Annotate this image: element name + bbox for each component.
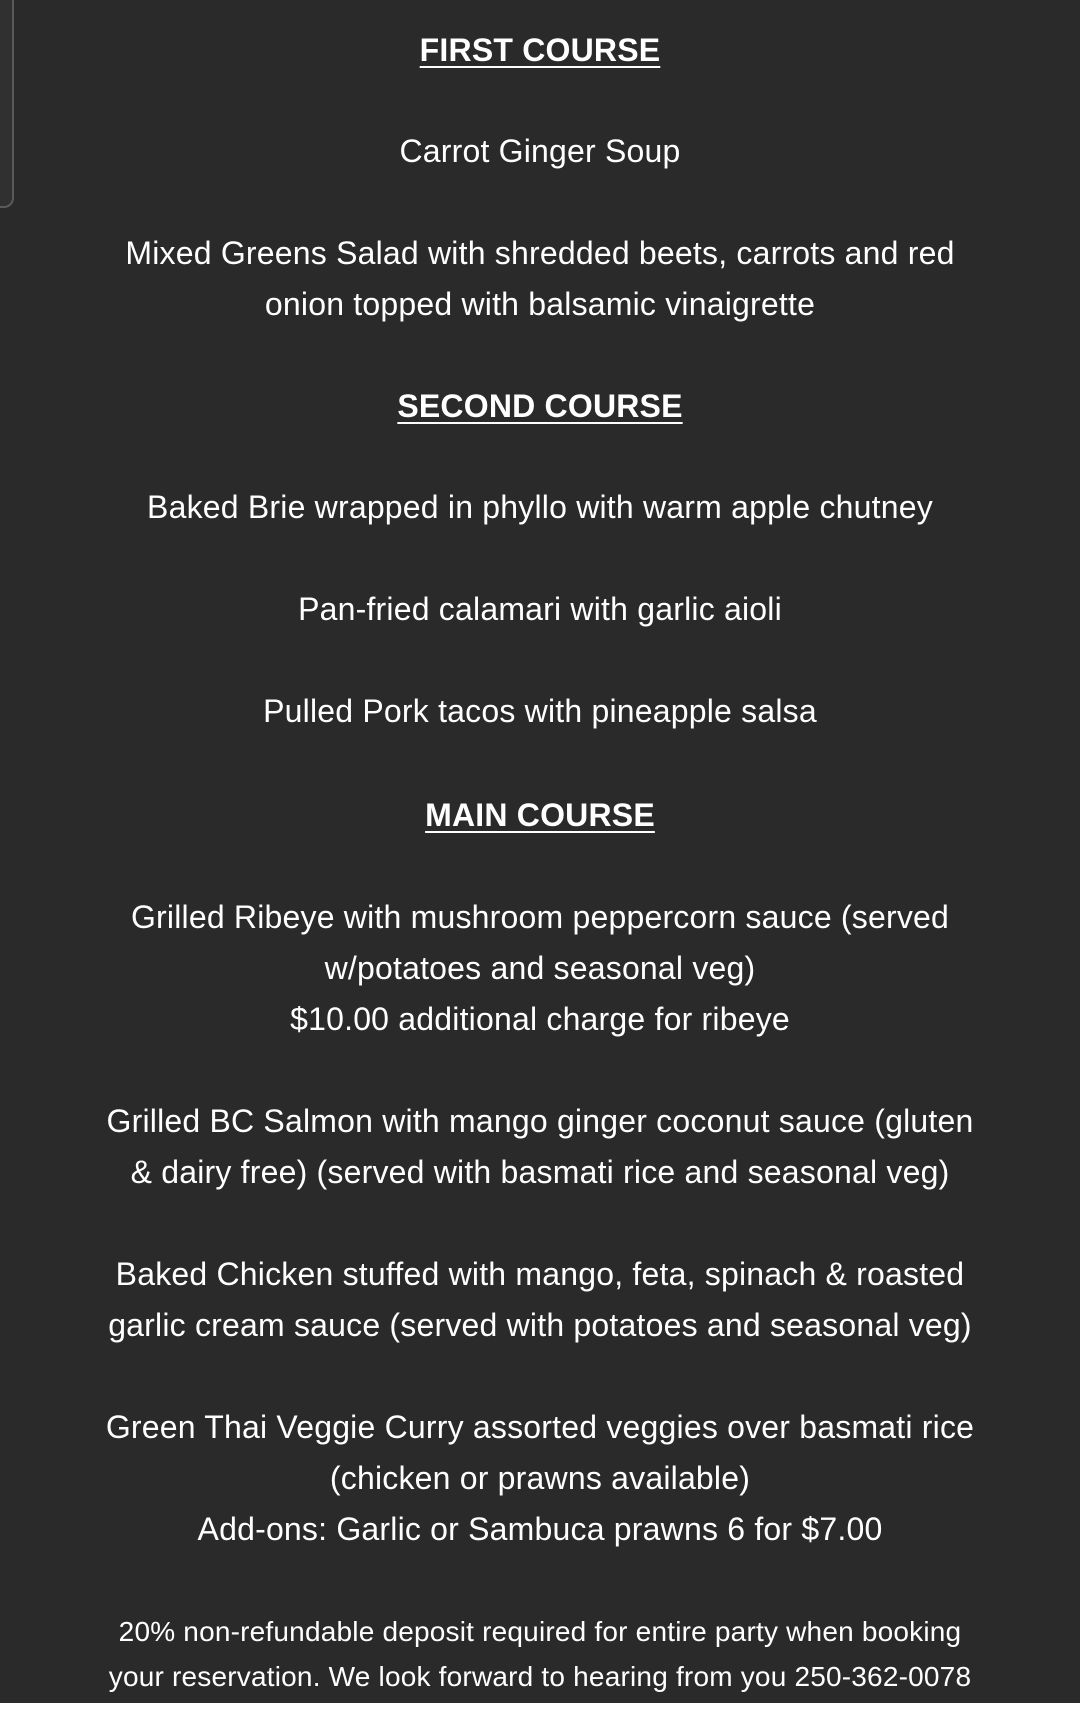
menu-item-curry-line-2: (chicken or prawns available) [329,1460,751,1496]
menu-item-ribeye-charge: $10.00 additional charge for ribeye [290,1001,790,1037]
menu-item-salmon-line-1: Grilled BC Salmon with mango ginger coconut sauce (gluten [106,1103,974,1139]
menu-item-salmon-line-2: & dairy free) (served with basmati rice and seasonal veg) [130,1154,950,1190]
deposit-notice-line-1: 20% non-refundable deposit required for entire party when booking [118,1616,962,1647]
menu-item-curry-line-1: Green Thai Veggie Curry assorted veggies over basmati rice [105,1409,975,1445]
menu-item-carrot-ginger-soup: Carrot Ginger Soup [399,133,681,169]
first-course-heading: FIRST COURSE [419,32,661,68]
menu-item-chicken-line-1: Baked Chicken stuffed with mango, feta, spinach & roasted [115,1256,965,1292]
menu-item-ribeye-line-1: Grilled Ribeye with mushroom peppercorn sauce (served [130,899,950,935]
menu-item-baked-brie: Baked Brie wrapped in phyllo with warm apple chutney [147,489,933,525]
menu-item-calamari: Pan-fried calamari with garlic aioli [298,591,782,627]
menu-item-mixed-greens-salad-line-2: onion topped with balsamic vinaigrette [264,286,816,322]
menu-item-chicken-line-2: garlic cream sauce (served with potatoes and seasonal veg) [108,1307,972,1343]
menu-item-curry-add-ons: Add-ons: Garlic or Sambuca prawns 6 for $7.00 [197,1511,883,1547]
menu-item-pork-tacos: Pulled Pork tacos with pineapple salsa [263,693,817,729]
deposit-notice-line-2: your reservation. We look forward to hearing from you 250-362-0078 [108,1661,972,1692]
menu-item-ribeye-line-2: w/potatoes and seasonal veg) [324,950,756,986]
main-course-heading: MAIN COURSE [425,797,655,833]
menu-item-mixed-greens-salad-line-1: Mixed Greens Salad with shredded beets, carrots and red [125,235,955,271]
second-course-heading: SECOND COURSE [397,388,683,424]
